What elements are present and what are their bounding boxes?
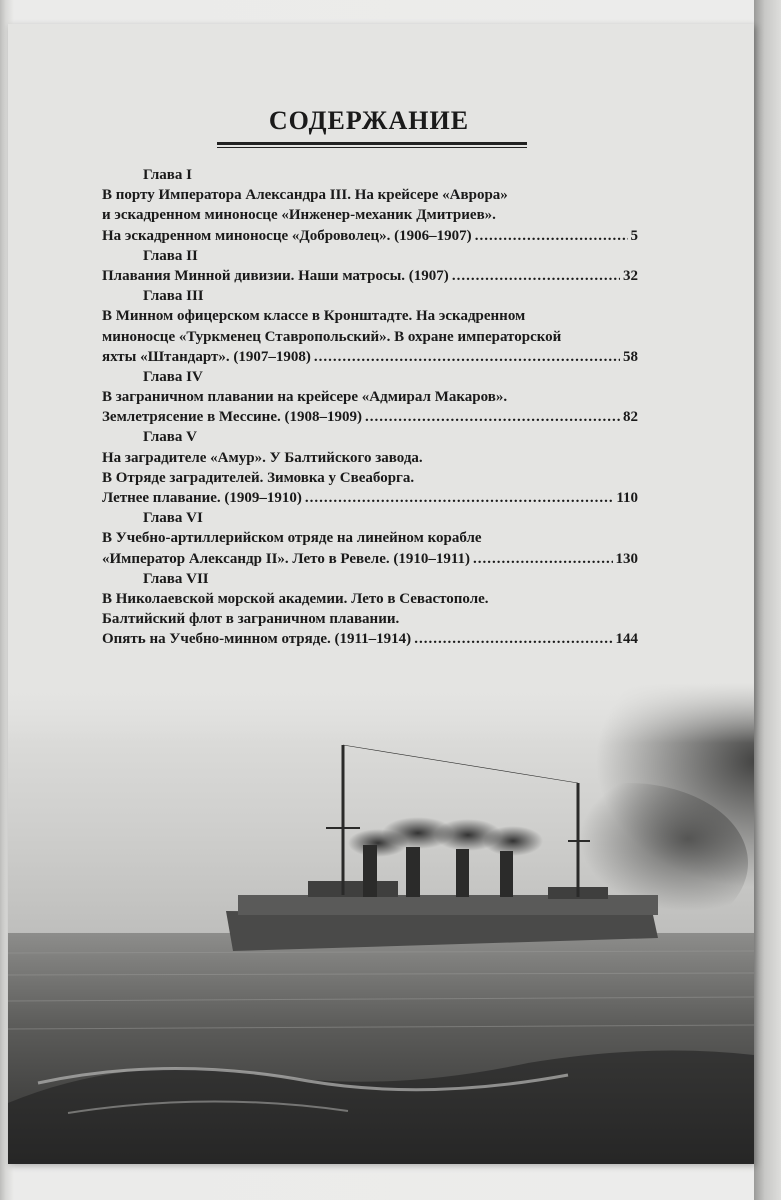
dot-leader <box>452 266 620 286</box>
toc-entry-text: Плавания Минной дивизии. Наши матросы. (1907) <box>102 267 449 284</box>
chapter-heading: Глава I <box>143 167 192 183</box>
toc-entry-last-line <box>102 226 638 246</box>
toc-entry-text: «Император Александр II». Лето в Ревеле. (1910–1911) <box>102 550 471 567</box>
toc-entry-text: Землетрясение в Мессине. (1908–1909) <box>102 409 362 426</box>
chapter-heading: Глава II <box>143 247 198 264</box>
cruiser-photograph <box>8 683 754 1164</box>
toc-entry-last-line <box>102 629 638 649</box>
toc-entry-text: миноносце «Туркменец Ставропольский». В охране императорской <box>102 328 562 345</box>
toc-entry-text: В Николаевской морской академии. Лето в Севастополе. <box>102 590 489 607</box>
title-underline-thin <box>217 147 527 148</box>
dot-leader <box>475 226 628 246</box>
page-number: 58 <box>623 348 638 365</box>
toc-entry-text: В порту Императора Александра III. На крейсере «Аврора» <box>102 187 508 204</box>
toc-entry-text: Опять на Учебно-минном отряде. (1911–1914) <box>102 631 412 648</box>
toc-entry-text: Летнее плавание. (1909–1910) <box>102 490 302 506</box>
dot-leader <box>414 629 612 649</box>
page-title: СОДЕРЖАНИЕ <box>268 106 470 135</box>
toc-entry-text: В Минном офицерском классе в Кронштадте. На эскадренном <box>102 308 526 325</box>
chapter-heading: Глава VII <box>143 570 209 587</box>
title-underline-thick <box>217 142 527 145</box>
chapter-heading: Глава VI <box>143 510 203 527</box>
page-number: 130 <box>615 550 638 567</box>
dot-leader <box>365 407 620 427</box>
page-number: 82 <box>623 409 638 426</box>
toc-entry-last-line <box>102 347 638 367</box>
page-number: 144 <box>615 631 638 648</box>
dot-leader <box>305 488 613 508</box>
toc-entry-text: В Учебно-артиллерийском отряде на линейном корабле <box>102 530 482 547</box>
toc-entry-text: В Отряде заградителей. Зимовка у Свеаборга. <box>102 469 415 486</box>
toc-entry-text: Балтийский флот в заграничном плавании. <box>102 611 400 628</box>
toc-entry-last-line <box>102 488 638 508</box>
toc-entry-text: На эскадренном миноносце «Доброволец». (1906–1907) <box>102 227 472 244</box>
toc-entry-text: и эскадренном миноносце «Инженер-механик Дмитриев». <box>102 207 496 224</box>
chapter-heading: Глава V <box>143 429 197 446</box>
toc-entry-last-line <box>102 407 638 427</box>
toc-entry-text: На заградителе «Амур». У Балтийского завода. <box>102 449 423 466</box>
page-edge-shadow <box>754 0 781 1200</box>
page-number: 110 <box>616 490 638 506</box>
toc-entry-last-line <box>102 266 638 286</box>
dot-leader <box>314 347 620 367</box>
chapter-heading: Глава III <box>143 288 204 305</box>
page-number: 5 <box>630 227 638 244</box>
chapter-heading: Глава IV <box>143 368 203 385</box>
toc-entry-last-line <box>102 549 638 569</box>
dot-leader <box>473 549 612 569</box>
page-number: 32 <box>623 267 638 284</box>
toc-entry-text: яхты «Штандарт». (1907–1908) <box>102 348 311 365</box>
table-of-contents <box>102 165 638 650</box>
toc-entry-text: В заграничном плавании на крейсере «Адмирал Макаров». <box>102 389 508 406</box>
